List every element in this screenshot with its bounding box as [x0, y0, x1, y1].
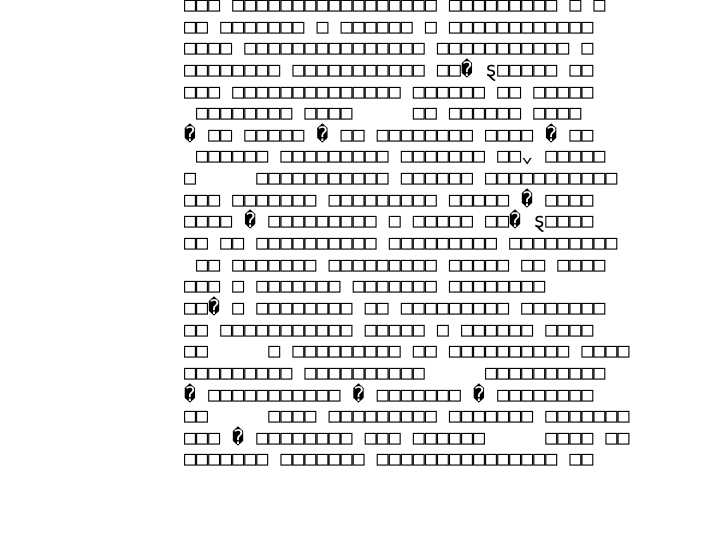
text-line-4: □□□□□□□□ □□□□□□□□□□□ □□� ȿ□□□□□ □□: [184, 56, 594, 81]
text-line-22: □□□□□□□ □□□□□□□ □□□□□□□□□□□□□□□ □□: [184, 446, 594, 471]
text-line-9: □ □□□□□□□□□□□ □□□□□□ □□□□□□□□□□□: [184, 165, 618, 190]
text-line-5: □□□ □□□□□□□□□□□□□□ □□□□□□ □□ □□□□□: [184, 78, 594, 103]
text-line-16: □□ □□□□□□□□□□□ □□□□□ □ □□□□□□ □□□□: [184, 316, 594, 341]
text-line-12: □□ □□ □□□□□□□□□□ □□□□□□□□□ □□□□□□□□□: [184, 230, 618, 255]
text-line-7: � □□ □□□□□ � □□ □□□□□□□□ □□□□ � □□: [184, 121, 594, 146]
text-line-21: □□□ � □□□□□□□□ □□□ □□□□□□ □□□□ □□: [184, 424, 630, 449]
text-line-2: □□ □□□□□□□ □ □□□□□□ □ □□□□□□□□□□□□: [184, 13, 594, 38]
text-line-11: □□□□ � □□□□□□□□□ □ □□□□□ □□� ȿ□□□□: [184, 208, 594, 233]
text-line-17: □□ □ □□□□□□□□□ □□ □□□□□□□□□□ □□□□: [184, 338, 630, 363]
text-line-15: □□� □ □□□□□□□□ □□ □□□□□□□□□ □□□□□□□: [184, 294, 606, 319]
text-block: [184, 0, 630, 471]
text-line-8: □□□□□□ □□□□□□□□□ □□□□□□□ □□⌄ □□□□□: [184, 143, 606, 168]
text-line-14: □□□ □ □□□□□□□ □□□□□□□ □□□□□□□□: [184, 273, 546, 298]
text-line-1: □□□ □□□□□□□□□□□□□□□□□ □□□□□□□□□ □ □: [184, 0, 606, 16]
text-line-13: □□ □□□□□□□ □□□□□□□□□ □□□□□ □□ □□□□: [184, 251, 606, 276]
text-line-20: □□ □□□□ □□□□□□□□□ □□□□□□□ □□□□□□□: [184, 403, 630, 428]
text-line-6: □□□□□□□□ □□□□ □□ □□□□□□ □□□□: [184, 100, 582, 125]
text-line-10: □□□ □□□□□□□ □□□□□□□□□ □□□□□ � □□□□: [184, 186, 594, 211]
text-line-3: □□□□ □□□□□□□□□□□□□□□ □□□□□□□□□□□ □: [184, 35, 594, 60]
text-line-19: � □□□□□□□□□□□ � □□□□□□□ � □□□□□□□□: [184, 381, 594, 406]
text-line-18: □□□□□□□□□ □□□□□□□□□□ □□□□□□□□□□: [184, 359, 606, 384]
